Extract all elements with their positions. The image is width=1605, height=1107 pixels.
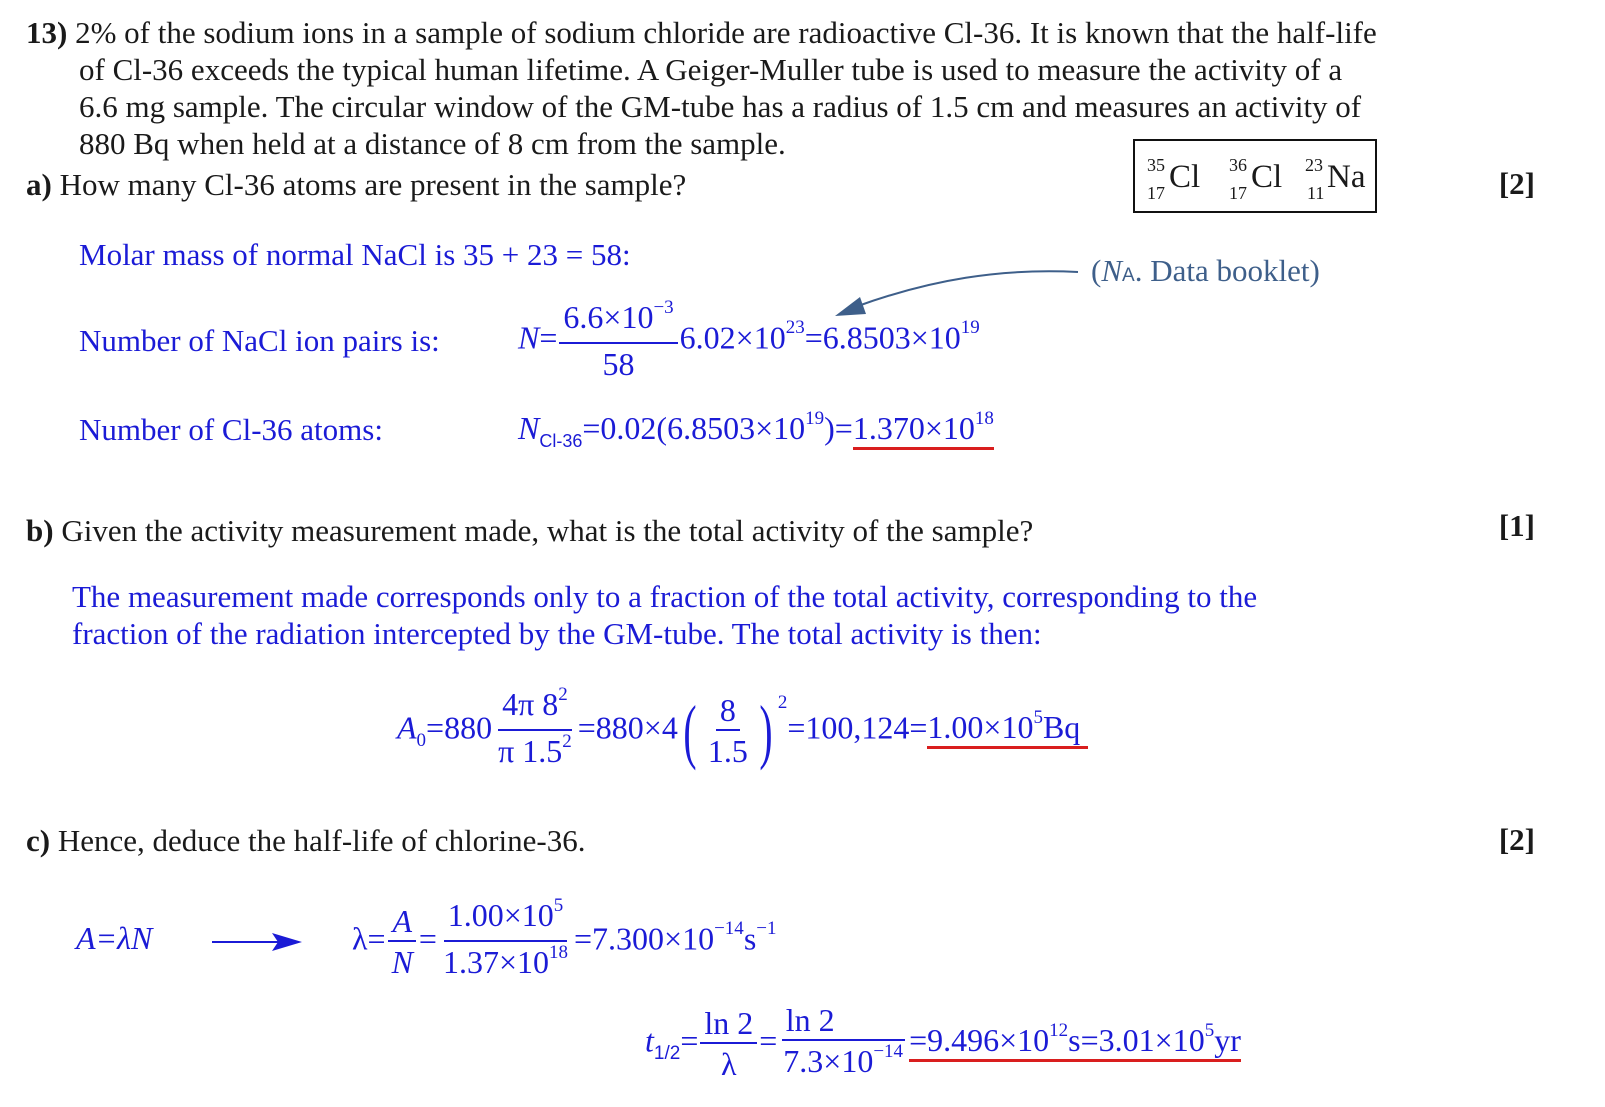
question-number: 13) [26, 15, 68, 50]
intro-line-1: 2% of the sodium ions in a sample of sodium chloride are radioactive Cl-36. It is known that the half-life [75, 15, 1377, 50]
part-c-marks: [2] [1498, 822, 1535, 857]
part-b-explain-1: The measurement made corresponds only to a fraction of the total activity, corresponding to the [72, 579, 1258, 614]
ln2-over-lambda-fraction: $\frac{\ln 2}{\lambda}$ [700, 1004, 757, 1084]
isotope-box: 35 17 Cl 36 17 Cl 23 11 Na [1133, 139, 1377, 213]
intro-line-3: 6.6 mg sample. The circular window of the GM-tube has a radius of 1.5 cm and measures an activity of [79, 89, 1362, 124]
part-c-text: Hence, deduce the half-life of chlorine-36. [57, 823, 586, 858]
activity-over-atoms-fraction: $\frac{1.00\times 10^5}{1.37\times 10^{18}}$ [442, 895, 568, 980]
activity-relation: A=λN [76, 920, 153, 956]
ratio-fraction: $\frac{8}{1.5}$ [707, 692, 748, 769]
part-b-explain-2: fraction of the radiation intercepted by the GM-tube. The total activity is then: [72, 616, 1042, 651]
ion-pairs-equation: N= $\frac{6.6\times 10^{-3}}{58}$ $6.02\times 10^{23}=6.8503\times 10^{19}$ [518, 297, 980, 382]
ion-pairs-fraction: $\frac{6.6\times 10^{-3}}{58}$ [559, 298, 677, 384]
decay-constant-equation: λ= $\frac{A}{N}$ = $\frac{1.00\times 10^5}{1.37\times 10^{18}}$ $=7.300\times 10^{-14}s^{-1}$ [352, 896, 776, 988]
part-c-question [26, 822, 585, 859]
ln2-over-value-fraction: $\frac{\ln 2}{7.3\times 10^{-14}}$ [783, 1002, 904, 1079]
total-activity-equation: $A_0=880$ $\frac{4\pi 8^2}{\pi 1.5^2}$ =880×4( $\frac{8}{1.5}$ ) $^2=100,124=1.00\times 10^5Bq$ [397, 685, 1088, 777]
part-b-answer: $1.00\times 10^5Bq$ [927, 709, 1088, 749]
half-life-equation: $t_{1/2}=$ $\frac{\ln 2}{\lambda}$ = $\frac{\ln 2}{7.3\times 10^{-14}}$ $=9.496\times 10^{12}s=3.01\times 10^5yr$ [645, 1001, 1241, 1087]
intro-line-4: 880 Bq when held at a distance of 8 cm from the sample. [79, 126, 786, 161]
arrow-right-icon [210, 930, 305, 954]
intro-line-2: of Cl-36 exceeds the typical human lifetime. A Geiger-Muller tube is used to measure the activity of a [79, 52, 1343, 87]
molar-mass-line: Molar mass of normal NaCl is 35 + 23 = 58: [79, 237, 631, 272]
part-a-label: a) [26, 167, 52, 202]
part-a-text: How many Cl-36 atoms are present in the sample? [59, 167, 687, 202]
part-c-answer: $=9.496\times 10^{12}s=3.01\times 10^5yr$ [909, 1022, 1241, 1062]
cl-atoms-label: Number of Cl-36 atoms: [79, 412, 383, 447]
data-booklet-note: (NA. Data booklet) [1091, 253, 1320, 288]
a-over-n-fraction: $\frac{A}{N}$ [388, 902, 417, 982]
cl-atoms-equation: $N_{Cl-36}=0.02(6.8503\times 10^{19})=1.370\times 10^{18}$ [518, 408, 994, 451]
part-b-marks: [1] [1498, 508, 1535, 543]
part-c-label: c) [26, 823, 51, 858]
solid-angle-fraction: $\frac{4\pi 8^2}{\pi 1.5^2}$ [498, 684, 572, 769]
part-b-label: b) [26, 513, 54, 548]
part-a-marks: [2] [1498, 166, 1535, 201]
part-a-answer: $1.370\times 10^{18}$ [853, 410, 994, 450]
part-b-question [26, 512, 1033, 549]
ion-pairs-label: Number of NaCl ion pairs is: [79, 323, 440, 358]
part-b-text: Given the activity measurement made, what is the total activity of the sample? [61, 513, 1034, 548]
